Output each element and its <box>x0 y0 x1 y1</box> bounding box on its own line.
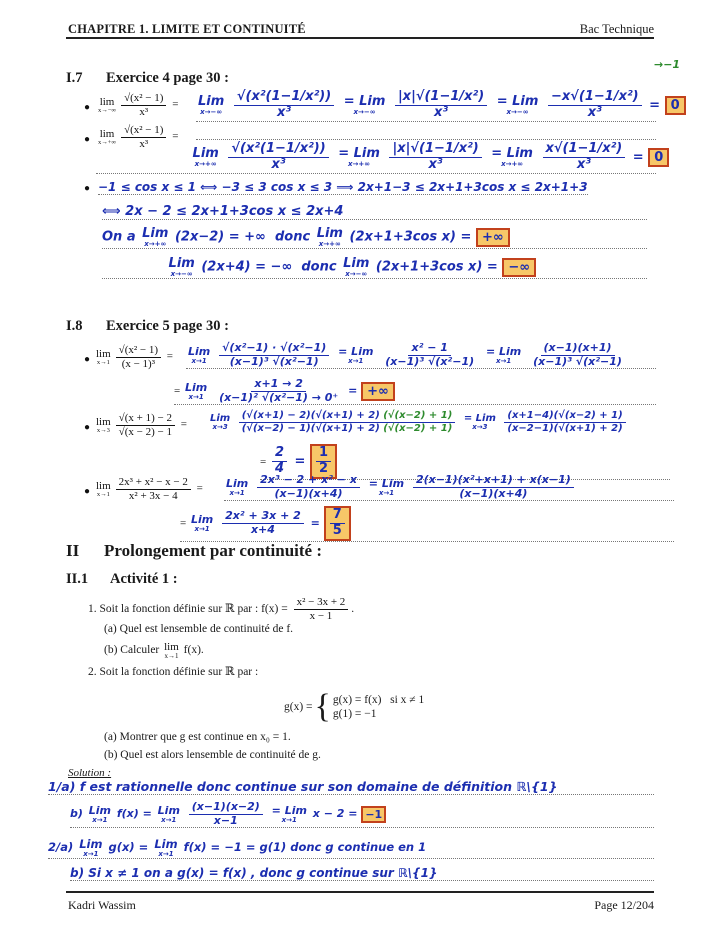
section-title: Exercice 5 page 30 : <box>106 318 229 334</box>
bullet: ● <box>84 183 91 194</box>
exercise5-item1 <box>84 340 654 404</box>
conclusion-line1: On a Lim x→+∞ (2x−2) = +∞ donc Lim x→+∞ (2x+1+3cos x) = +∞ <box>102 226 647 249</box>
result-box: −1 <box>361 806 386 823</box>
solution-1b: b) Lim x→1 f(x) = Lim x→1 $\frac{(x-1)(x-2)}{x-1}$ = Lim x→1 x − 2 = −1 <box>70 801 654 828</box>
footer-rule <box>66 891 654 893</box>
result-box: +∞ <box>476 228 510 247</box>
dotted-line <box>196 138 656 140</box>
handwritten-solution-line2: = Lim x→1 $\frac{\text{2x² + 3x + 2}}{x+4}$ = $\frac{7}{5}$ <box>180 506 674 542</box>
result-box: −∞ <box>502 258 536 277</box>
inequality-line1: −1 ≤ cos x ≤ 1 ⟺ −3 ≤ 3 cos x ≤ 3 ⟹ 2x+1−3 ≤ 2x+1+3cos x ≤ 2x+1+3 <box>98 180 588 194</box>
solution-label: Solution : <box>68 767 112 779</box>
section-ii-heading <box>66 541 322 561</box>
result-box: 0 <box>665 96 686 115</box>
limit-statement: lim x→1 $\frac{\text{√(x² − 1)}}{\text{(x − 1)³}}$ = <box>96 344 174 370</box>
subsection-number: II.1 <box>66 571 89 587</box>
limit-statement: lim x→3 $\frac{√(x + 1) - 2}{√(x - 2) - 1}$ = <box>96 412 187 438</box>
bullet: ● <box>84 102 91 113</box>
section-title: Prolongement par continuité : <box>104 541 322 560</box>
handwritten-solution: Lim x→+∞ $\frac{\text{√(x²(1−1/x²))}}{\text{x³}}$ = Lim x→+∞ $\frac{\text{|x|√(1−1/x²)}}{\text{x³}}$ = Lim x→+∞ $\frac{\text{x√(1−1/x²)}}{\text{x³}}$ = 0 <box>96 142 656 174</box>
question-2a: (a) Montrer que g est continue en x₀ = 1. <box>104 731 291 743</box>
section-title: Exercice 4 page 30 : <box>106 70 229 86</box>
result-box: $\frac{1}{2}$ <box>310 444 337 479</box>
question-1: 1. Soit la fonction définie sur ℝ par : f(x) = $\frac{\text{x² − 3x + 2}}{x - 1}$ . <box>88 596 355 622</box>
handwritten-solution-line1: Lim x→3 $\frac{(√(x+1) - 2)(√(x+1) + 2) (√(x-2) + 1)}{(√(x-2) - 1)(√(x+1) + 2) (√(x-2) + 1)}$ = Lim x→3 $\frac{(x+1-4)(√(x-2) + 1)}{(x-2-1)(√(x+1) + 2)}$ <box>208 410 629 434</box>
exercise4-item2 <box>84 124 664 178</box>
footer-author: Kadri Wassim <box>68 898 136 912</box>
exercise4-item3 <box>84 180 704 290</box>
subsection-title: Activité 1 : <box>110 571 178 587</box>
question-1b: (b) Calculer lim x→1 f(x). <box>104 641 204 660</box>
result-box: +∞ <box>361 382 395 401</box>
header-rule <box>66 37 654 39</box>
conclusion-line2: Lim x→−∞ (2x+4) = −∞ donc Lim x→−∞ (2x+1+3cos x) = −∞ <box>102 256 647 279</box>
chapter-header: CHAPITRE 1. LIMITE ET CONTINUITÉ <box>68 22 306 36</box>
section-number: II <box>66 541 80 560</box>
subsection-ii1-heading <box>66 571 178 588</box>
g-definition: g(x) = { g(x) = f(x) si x ≠ 1 g(1) = −1 <box>284 688 425 725</box>
solution-1a: 1/a) f est rationnelle donc continue sur son domaine de définition ℝ\{1} <box>48 779 654 795</box>
result-box: 0 <box>648 148 669 167</box>
question-1a: (a) Quel est lensemble de continuité de f. <box>104 623 294 635</box>
limit-statement: lim x→+∞ $\frac{\text{√(x² − 1)}}{\text{x³}}$ = <box>98 124 179 150</box>
section-i8-heading <box>66 318 229 335</box>
limit-statement: lim x→−∞ $\frac{\text{√(x² − 1)}}{\text{x³}}$ = <box>98 92 179 118</box>
annotation-green: →−1 <box>654 58 681 71</box>
handwritten-solution-line2: = Lim x→1 $\frac{x+1 \to 2}{\text{(x−1)² √(x²−1) → 0⁺}}$ = +∞ <box>174 378 656 405</box>
bullet: ● <box>84 134 91 145</box>
exercise5-item2 <box>84 408 684 476</box>
inequality-line2: ⟺ 2x − 2 ≤ 2x+1+3cos x ≤ 2x+4 <box>102 204 647 220</box>
exercise5-item3 <box>84 474 684 544</box>
handwritten-solution-line2: = $\frac{2}{4}$ = $\frac{1}{2}$ <box>260 444 670 480</box>
limit-statement: lim x→1 $\frac{\text{2x³ + x² − x − 2}}{\text{x² + 3x − 4}}$ = <box>96 476 203 502</box>
footer-page-number: Page 12/204 <box>594 898 654 912</box>
solution-2a: 2/a) Lim x→1 g(x) = Lim x→1 f(x) = −1 = g(1) donc g continue en 1 <box>48 837 654 859</box>
bullet: ● <box>84 354 91 365</box>
section-number: I.7 <box>66 70 83 86</box>
section-number: I.8 <box>66 318 83 334</box>
result-box: $\frac{7}{5}$ <box>324 506 351 541</box>
header-right-label: Bac Technique <box>579 22 654 36</box>
bullet: ● <box>84 486 91 497</box>
section-i7-heading <box>66 70 229 87</box>
question-2: 2. Soit la fonction définie sur ℝ par : <box>88 666 259 678</box>
handwritten-solution: Lim x→−∞ $\frac{\text{√(x²(1−1/x²))}}{\text{x³}}$ = Lim x→−∞ $\frac{\text{|x|√(1−1/x²)}}{\text{x³}}$ = Lim x→−∞ $\frac{\text{−x√(1−1/x²)}}{\text{x³}}$ = 0 <box>196 90 656 122</box>
question-2b: (b) Quel est alors lensemble de continuité de g. <box>104 749 321 761</box>
bullet: ● <box>84 422 91 433</box>
handwritten-solution-line1: Lim x→1 $\frac{\text{√(x²−1) · √(x²−1)}}{\text{(x−1)³ √(x²−1)}}$ = Lim x→1 $\frac{\text{x² − 1}}{\text{(x−1)³ √(x²−1)}}$ = Lim x→1 $\frac{(x-1)(x+1)}{\text{(x−1)³ √(x²−1)}}$ <box>186 342 656 369</box>
solution-2b: b) Si x ≠ 1 on a g(x) = f(x) , donc g continue sur ℝ\{1} <box>70 866 654 881</box>
handwritten-solution-line1: Lim x→1 $\frac{\text{2x³ − 2 + x² − x}}{(x-1)(x+4)}$ = Lim x→1 $\frac{\text{2(x−1)(x²+x+1) + x(x−1)}}{(x-1)(x+4)}$ <box>224 474 674 501</box>
